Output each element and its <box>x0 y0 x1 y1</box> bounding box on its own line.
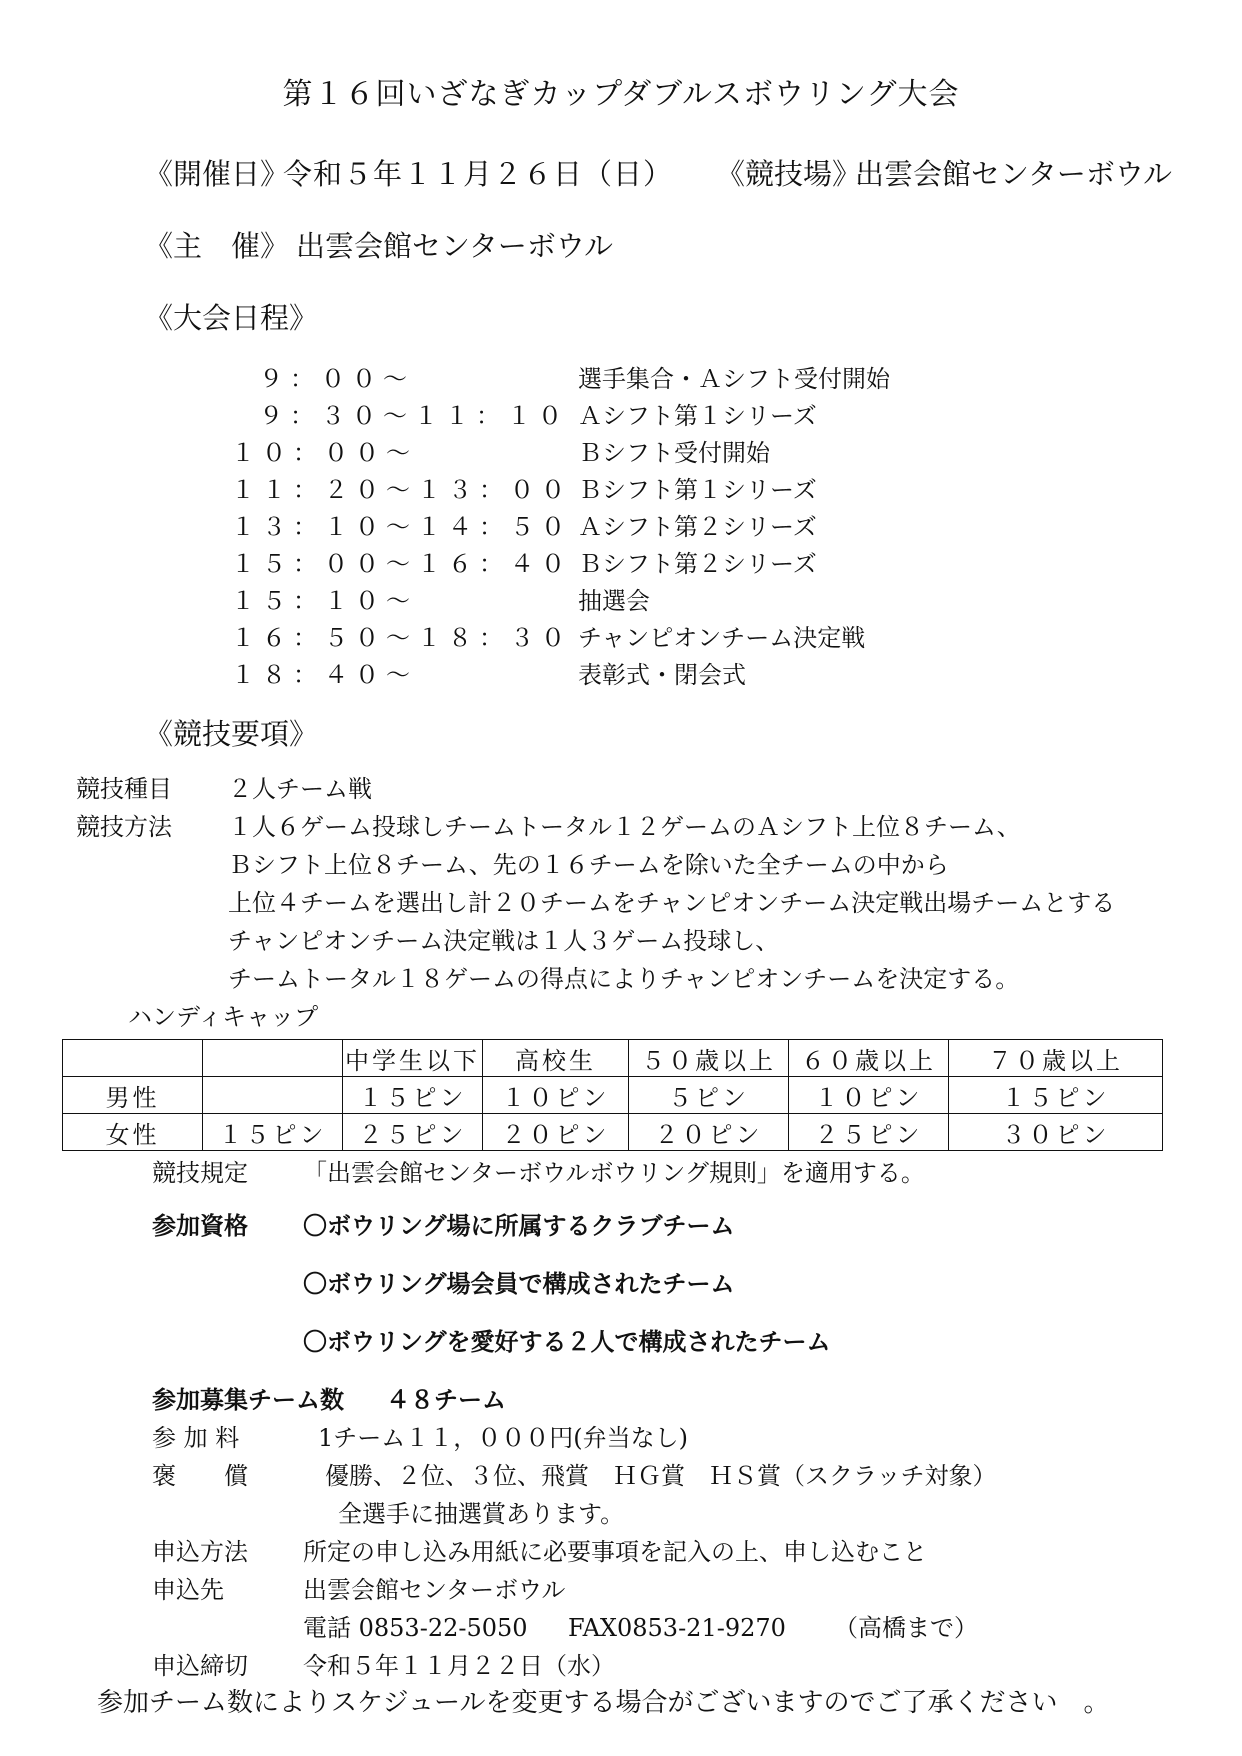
schedule-time: ９：３０～１１：１０ <box>259 402 569 430</box>
table-cell: ５０歳以上 <box>629 1040 789 1077</box>
table-cell: １５ピン <box>203 1114 343 1151</box>
table-row <box>63 1077 1163 1114</box>
schedule-time: １５：００～１６：４０ <box>231 550 572 578</box>
regulation-value: 「出雲会館センターボウルボウリング規則」を適用する。 <box>303 1159 925 1187</box>
apply-to-value: 出雲会館センターボウル <box>303 1576 566 1604</box>
schedule-event: 抽選会 <box>578 587 650 615</box>
method-line: １人６ゲーム投球しチームトータル１２ゲームのＡシフト上位８チーム、 <box>228 813 1021 841</box>
table-cell: ２０ピン <box>483 1114 629 1151</box>
eligibility-label: 参加資格 <box>152 1211 248 1240</box>
method-line: チャンピオンチーム決定戦は１人３ゲーム投球し、 <box>228 927 780 955</box>
table-cell: 女性 <box>63 1114 203 1151</box>
deadline-label: 申込締切 <box>152 1652 248 1680</box>
prize-label: 褒 償 <box>152 1462 248 1490</box>
table-cell: 男性 <box>63 1077 203 1114</box>
eligibility-item: 〇ボウリング場に所属するクラブチーム <box>303 1211 735 1240</box>
schedule-time: １１：２０～１３：００ <box>231 476 572 504</box>
method-line: 上位４チームを選出し計２０チームをチャンピオンチーム決定戦出場チームとする <box>228 889 1116 917</box>
teams-label: 参加募集チーム数 <box>152 1385 344 1414</box>
schedule-event: Ｂシフト第２シリーズ <box>578 550 817 578</box>
fax-number: FAX0853-21-9270 <box>568 1614 786 1642</box>
method-label: 競技方法 <box>76 813 172 841</box>
table-header-row <box>63 1040 1163 1077</box>
table-cell: １０ピン <box>789 1077 949 1114</box>
eligibility-item: 〇ボウリングを愛好する２人で構成されたチーム <box>303 1327 831 1356</box>
apply-method-value: 所定の申し込み用紙に必要事項を記入の上、申し込むこと <box>303 1538 927 1566</box>
schedule-time: １６：５０～１８：３０ <box>231 624 572 652</box>
venue-label: 《競技場》 <box>716 157 862 191</box>
table-cell: 高校生 <box>483 1040 629 1077</box>
schedule-event: 表彰式・閉会式 <box>578 661 746 689</box>
table-cell: ７０歳以上 <box>949 1040 1163 1077</box>
event-type-value: ２人チーム戦 <box>228 775 372 803</box>
prize-note: 全選手に抽選賞あります。 <box>338 1500 625 1528</box>
table-cell: ２０ピン <box>629 1114 789 1151</box>
table-cell: ３０ピン <box>949 1114 1163 1151</box>
host-value: 出雲会館センターボウル <box>296 229 613 263</box>
table-cell: ２５ピン <box>343 1114 483 1151</box>
table-cell: ５ピン <box>629 1077 789 1114</box>
method-line: Ｂシフト上位８チーム、先の１６チームを除いた全チームの中から <box>228 851 949 879</box>
apply-to-label: 申込先 <box>152 1576 224 1604</box>
phone-number: 電話 0853-22-5050 <box>303 1614 528 1642</box>
apply-method-label: 申込方法 <box>152 1538 248 1566</box>
schedule-event: 選手集合・Ａシフト受付開始 <box>578 365 890 393</box>
schedule-time: ９：００～ <box>259 365 414 393</box>
table-cell: １５ピン <box>343 1077 483 1114</box>
schedule-event: Ａシフト第１シリーズ <box>578 402 817 430</box>
event-type-label: 競技種目 <box>76 775 172 803</box>
fee-label: 参 加 料 <box>152 1424 240 1452</box>
table-cell: 中学生以下 <box>343 1040 483 1077</box>
schedule-time: １８：４０～ <box>231 661 417 689</box>
fee-value: 1チーム１１，０００円(弁当なし) <box>318 1424 688 1452</box>
deadline-value: 令和５年１１月２２日（水） <box>303 1652 615 1680</box>
host-label: 《主 催》 <box>144 229 290 263</box>
handicap-label: ハンディキャップ <box>128 1003 319 1031</box>
table-cell: ２５ピン <box>789 1114 949 1151</box>
date-value: 令和５年１１月２６日（日） <box>283 157 674 191</box>
regulation-label: 競技規定 <box>152 1159 248 1187</box>
document-title: 第１６回いざなぎカップダブルスボウリング大会 <box>282 77 960 112</box>
schedule-time: １５：１０～ <box>231 587 417 615</box>
eligibility-item: 〇ボウリング場会員で構成されたチーム <box>303 1269 735 1298</box>
table-cell: ６０歳以上 <box>789 1040 949 1077</box>
table-cell: １０ピン <box>483 1077 629 1114</box>
schedule-time: １０：００～ <box>231 439 417 467</box>
schedule-heading: 《大会日程》 <box>144 301 319 335</box>
date-label: 《開催日》 <box>144 157 290 191</box>
schedule-time: １３：１０～１４：５０ <box>231 513 572 541</box>
table-cell <box>203 1040 343 1077</box>
rules-heading: 《競技要項》 <box>144 717 319 751</box>
schedule-event: Ｂシフト受付開始 <box>578 439 770 467</box>
schedule-event: チャンピオンチーム決定戦 <box>578 624 866 652</box>
teams-value: ４８チーム <box>386 1385 506 1414</box>
footer-note: 参加チーム数によりスケジュールを変更する場合がございますのでご了承ください 。 <box>97 1688 1110 1718</box>
table-cell: １５ピン <box>949 1077 1163 1114</box>
contact-person: （高橋まで） <box>834 1614 978 1642</box>
table-cell <box>203 1077 343 1114</box>
table-row <box>63 1114 1163 1151</box>
schedule-event: Ａシフト第２シリーズ <box>578 513 817 541</box>
handicap-table <box>62 1039 1163 1151</box>
venue-value: 出雲会館センターボウル <box>855 157 1172 191</box>
method-line: チームトータル１８ゲームの得点によりチャンピオンチームを決定する。 <box>228 965 1020 993</box>
schedule-event: Ｂシフト第１シリーズ <box>578 476 817 504</box>
table-cell <box>63 1040 203 1077</box>
prize-value: 優勝、２位、３位、飛賞 ＨＧ賞 ＨＳ賞（スクラッチ対象） <box>325 1462 997 1490</box>
